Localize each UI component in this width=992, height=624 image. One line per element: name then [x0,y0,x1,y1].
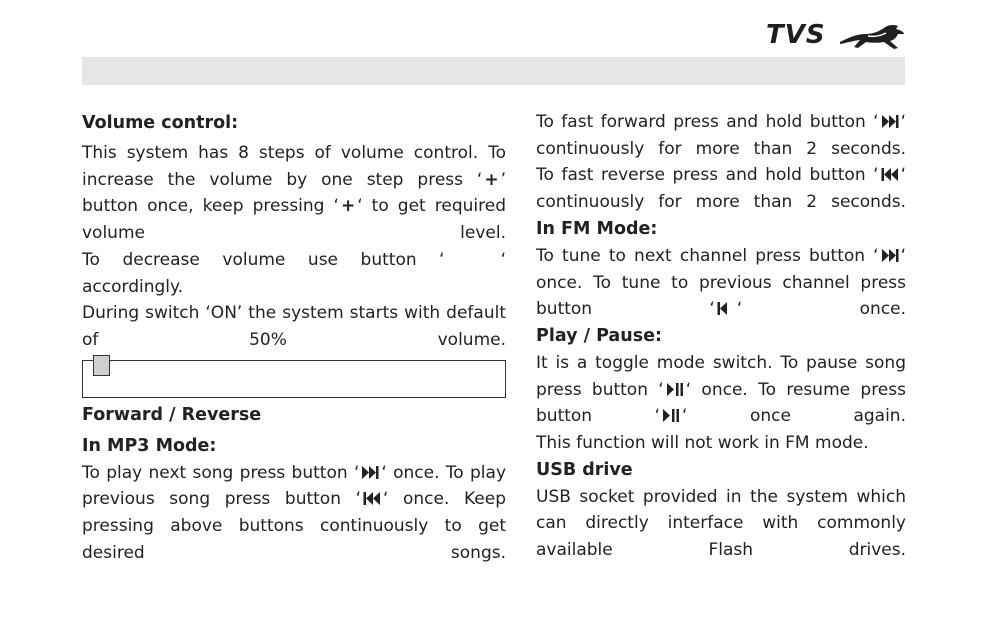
usb-drive-heading: USB drive [536,459,633,480]
volume-paragraph-1: This system has 8 steps of volume control. To increase the volume by one step press ‘ + ’ button once, keep pressing ‘ + ‘ to get required volume level. [82,143,506,244]
right-column [536,109,906,564]
play-pause-paragraph: It is a toggle mode switch. To pause song press button ‘ ‘ once. To resume press button ‘ ‘ once again. [536,352,906,427]
header-bar [82,57,905,85]
previous-track-icon [361,490,383,507]
next-track-icon [879,113,901,130]
next-track-icon [879,247,901,264]
logo-text: TVS [766,20,826,50]
play-pause-icon [664,381,686,398]
volume-slider-knob [93,355,110,376]
volume-paragraph-2: To decrease volume use button ‘ ‘ accordingly. [82,249,506,297]
volume-slider-box [82,360,506,398]
volume-heading: Volume control: [82,113,239,133]
forward-reverse-heading: Forward / Reverse [82,404,262,425]
play-pause-icon [660,407,682,424]
volume-paragraph-3: During switch ‘ON’ the system starts with default of 50% volume. [82,303,506,350]
horse-logo-icon [838,22,906,54]
previous-track-icon [715,300,737,317]
fm-paragraph: To tune to next channel press button ‘ ‘ once. To tune to previous channel press button ‘ ‘ once. [536,245,906,320]
fm-mode-heading: In FM Mode: [536,218,658,239]
previous-track-icon [879,166,901,183]
mp3-paragraph: To play next song press button ‘ ‘ once. To play previous song press button ‘ ‘ once. Keep pressing above buttons continuously to get desired songs. [82,462,506,563]
fm-note: This function will not work in FM mode. [536,433,869,454]
mp3-mode-heading: In MP3 Mode: [82,435,217,456]
left-column [82,109,506,566]
tvs-logo [766,20,906,52]
usb-paragraph: USB socket provided in the system which can directly interface with commonly available Flash drives. [536,486,906,561]
fast-reverse-paragraph: To fast reverse press and hold button ‘ ‘ continuously for more than 2 seconds. [536,165,906,213]
next-track-icon [359,464,381,481]
play-pause-heading: Play / Pause: [536,325,662,346]
fast-forward-paragraph: To fast forward press and hold button ‘ ‘ continuously for more than 2 seconds. [536,112,906,159]
